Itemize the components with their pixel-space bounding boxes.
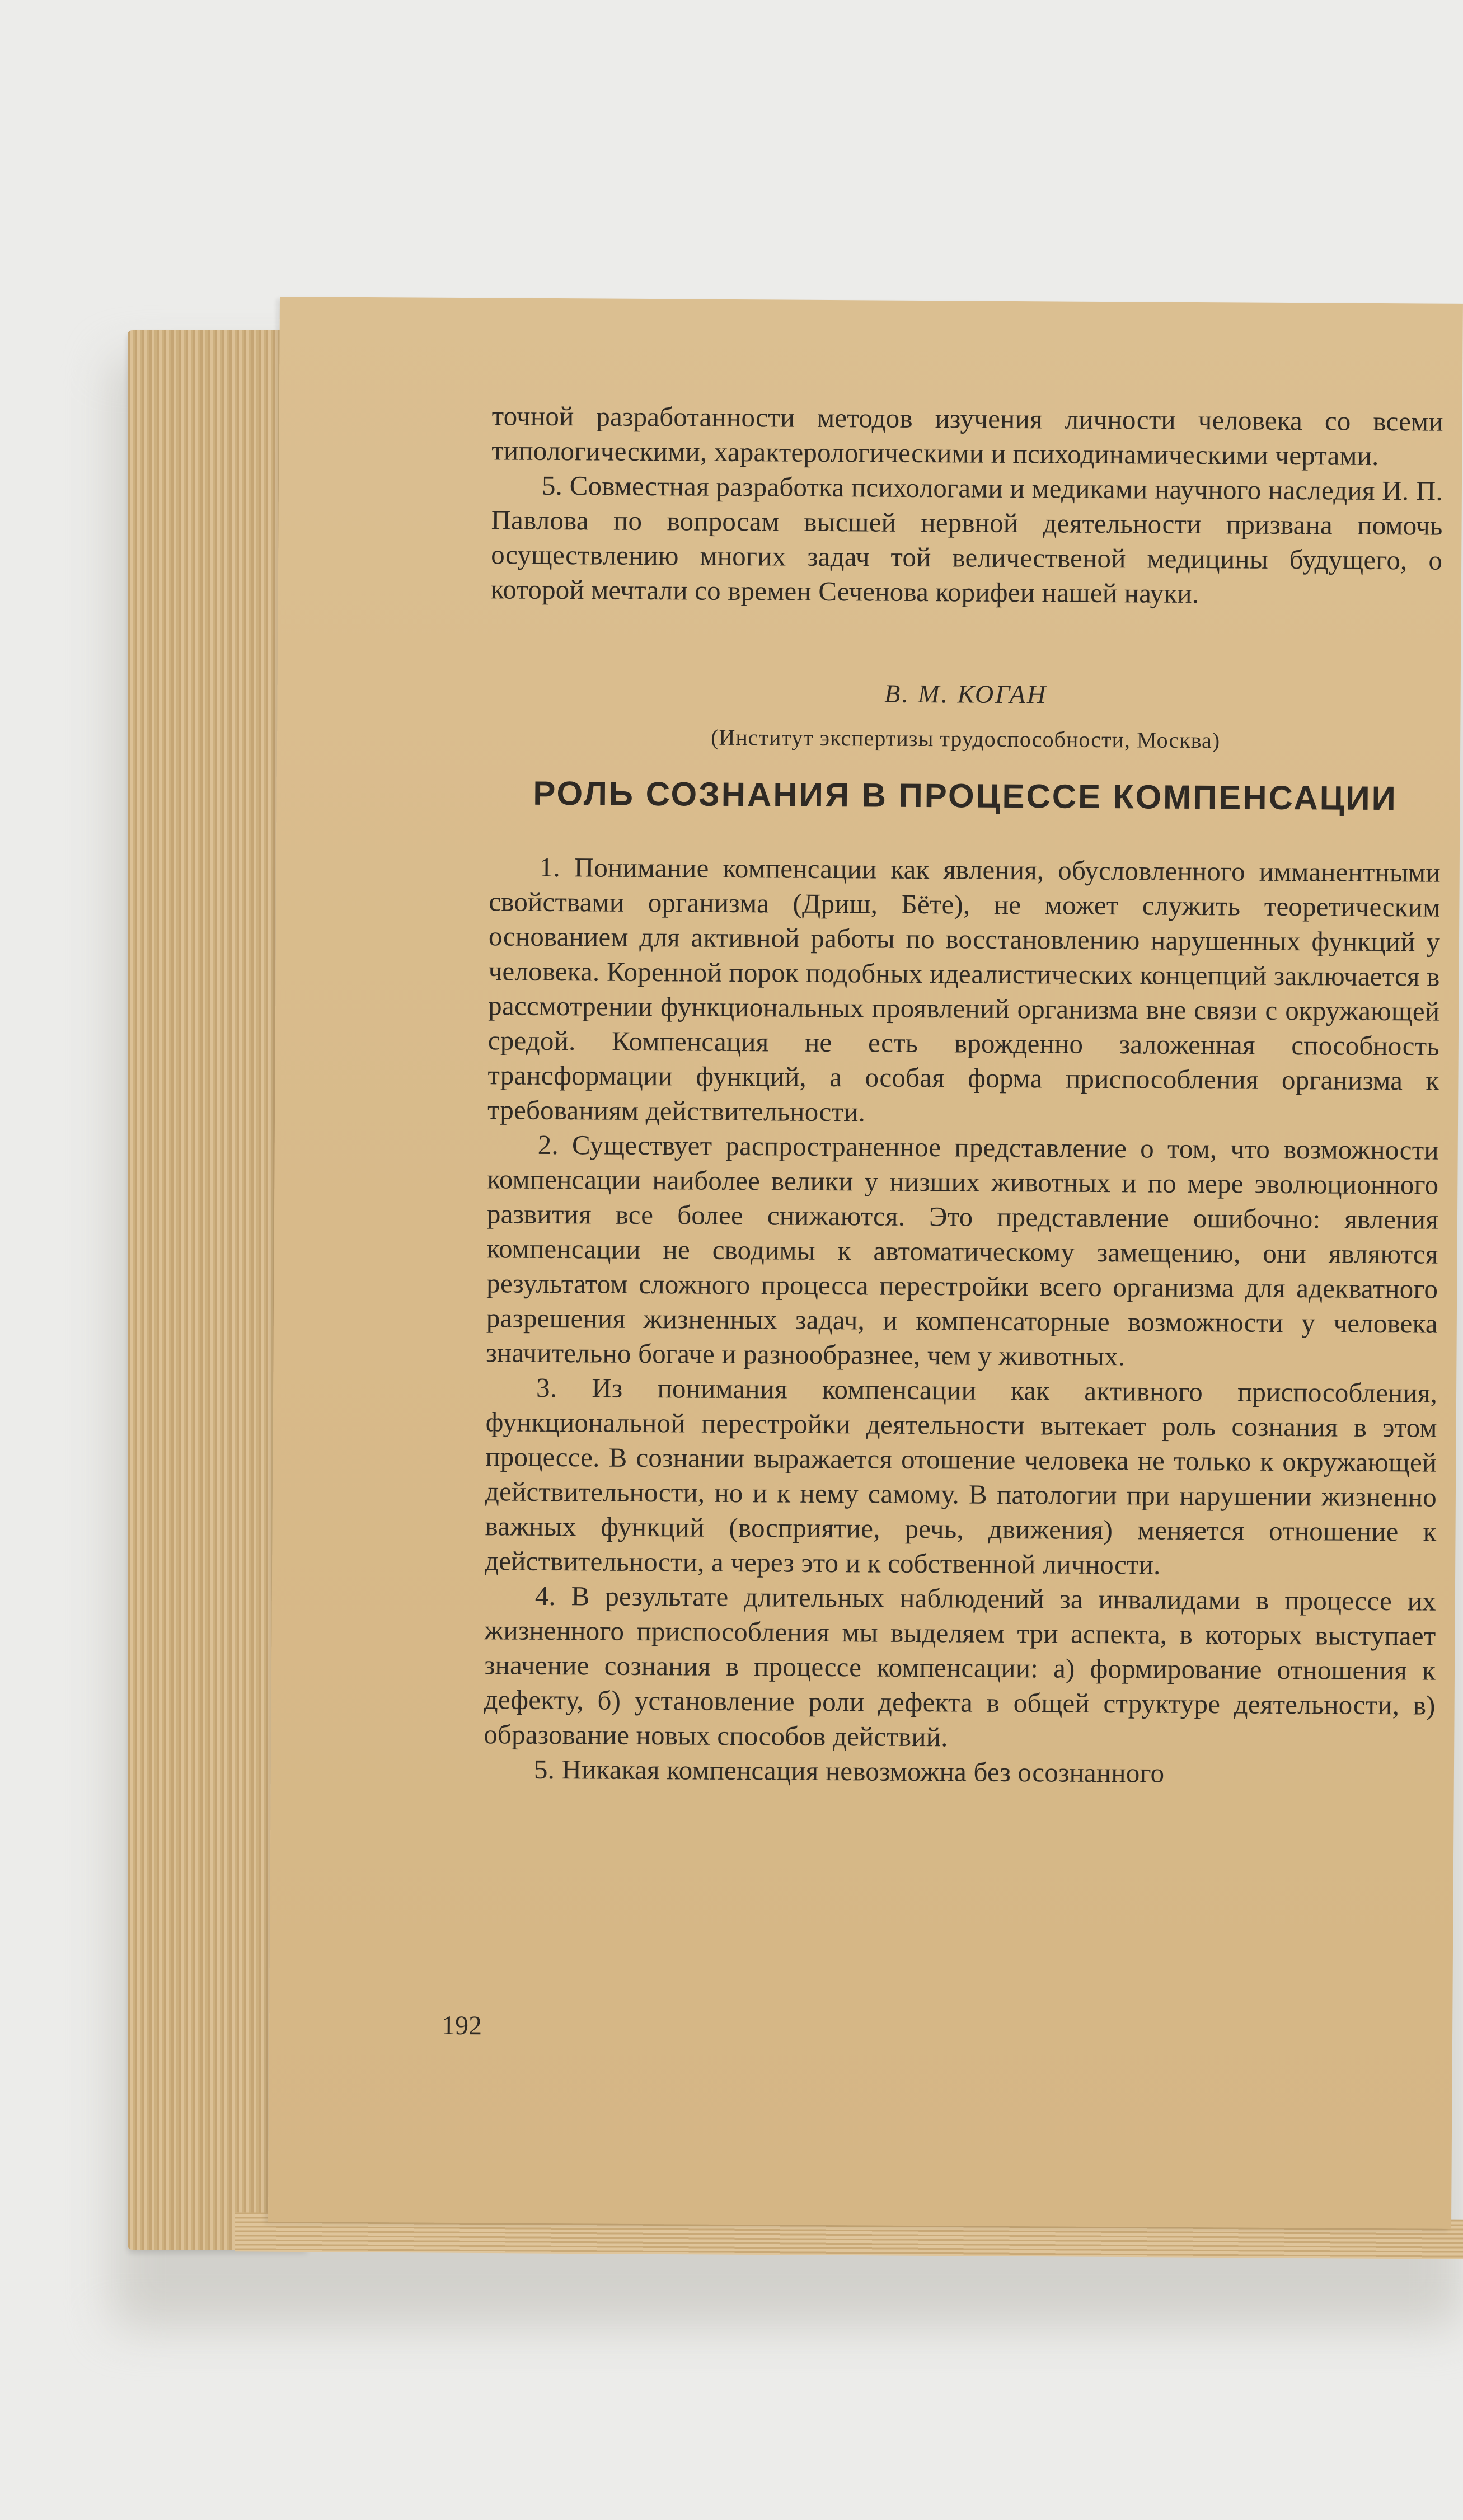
paragraph-1: 1. Понимание компенсации как явления, обусловленного имманентными свойствами организма (Дриш, Бёте), не может служить теоретическим основанием для активной работы по восстановлению нарушенных функций у человека. Коренной порок подобных идеалистических концепций заключается в рассмотрении функциональных проявлений организма вне связи с окружающей средой. Компенсация не есть врожденно заложенная способность трансформации функций, а особая форма приспособления организма к требованиям действительности. bbox=[487, 851, 1441, 1128]
author-affiliation: (Институт экспертизы трудоспособности, Москва) bbox=[711, 724, 1221, 753]
paragraph-5-previous-article: 5. Совместная разработка психологами и медиками научного наследия И. П. Павлова по вопросам высшей нервной деятельности призвана помочь осуществлению многих задач той величественой медицины будущего, о которой мечтали со времен Сеченова корифеи нашей науки. bbox=[490, 470, 1443, 609]
continued-paragraph: точной разработанности методов изучения личности человека со всеми типологическими, характерологическими и психодинамическими чертами. bbox=[491, 400, 1443, 471]
paragraph-5: 5. Никакая компенсация невозможна без осознанного bbox=[533, 1753, 1165, 1789]
paragraph-2: 2. Существует распространенное представление о том, что возможности компенсации наиболее велики у низших животных и по мере эволюционного развития все более снижаются. Это представление ошибочно: явления компенсации не сводимы к автоматическому замещению, они являются результатом сложного процесса перестройки всего организма для адекватного разрешения жизненных задач, и компенсаторные возможности у человека значительно богаче и разнообразнее, чем у животных. bbox=[486, 1129, 1439, 1372]
article-author: В. М. КОГАН bbox=[884, 679, 1048, 709]
book-page bbox=[268, 297, 1463, 2229]
article-title: РОЛЬ СОЗНАНИЯ В ПРОЦЕССЕ КОМПЕНСАЦИИ bbox=[533, 774, 1398, 818]
paragraph-4: 4. В результате длительных наблюдений за инвалидами в процессе их жизненного приспособления мы выделяем три аспекта, в которых выступает значение сознания в процессе компенсации: а) формирование отношения к дефекту, б) установление роли дефекта в общей структуре деятельности, в) образование новых способов действий. bbox=[484, 1580, 1436, 1753]
paragraph-3: 3. Из понимания компенсации как активного приспособления, функциональной перестройки деятельности вытекает роль сознания в этом процессе. В сознании выражается отошение человека не только к окружающей действительности, но и к нему самому. В патологии при нарушении жизненно важных функций (восприятие, речь, движения) меняется отношение к действительности, а через это и к собственной личности. bbox=[485, 1372, 1438, 1580]
page-number: 192 bbox=[441, 2010, 482, 2041]
page-text bbox=[484, 398, 1443, 1792]
